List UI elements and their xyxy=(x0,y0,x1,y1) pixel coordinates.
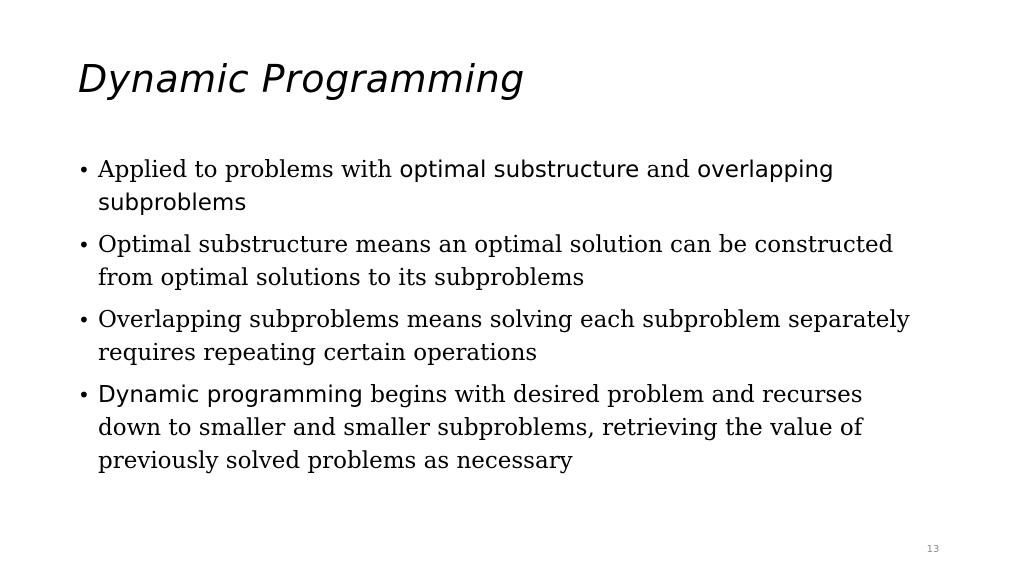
bullet-term-run: overlapping subproblems xyxy=(98,157,834,216)
bullet-text-run: Overlapping subproblems means solving each subproblem separately requires repeating certain operations xyxy=(98,307,910,366)
bullet-text-run: and xyxy=(639,157,698,183)
bullet-item xyxy=(78,154,928,220)
slide-title: Dynamic Programming xyxy=(78,57,525,101)
bullet-item xyxy=(78,379,928,478)
bullet-text-run: Applied to problems with xyxy=(98,157,400,183)
bullet-marker: • xyxy=(78,233,90,257)
bullet-marker: • xyxy=(78,383,90,407)
bullet-term-run: optimal substructure xyxy=(399,157,640,183)
bullet-item xyxy=(78,229,928,295)
bullet-text-run: Optimal substructure means an optimal solution can be constructed from optimal solutions to its subproblems xyxy=(98,232,894,291)
bullet-text-run: begins with desired problem and recurses down to smaller and smaller subproblems, retrieving the value of previously solved problems as necessary xyxy=(98,382,863,474)
bullet-list xyxy=(78,154,928,487)
bullet-term-run: Dynamic programming xyxy=(98,382,363,408)
bullet-marker: • xyxy=(78,158,90,182)
bullet-item xyxy=(78,304,928,370)
slide-number: 13 xyxy=(926,544,940,555)
bullet-marker: • xyxy=(78,308,90,332)
